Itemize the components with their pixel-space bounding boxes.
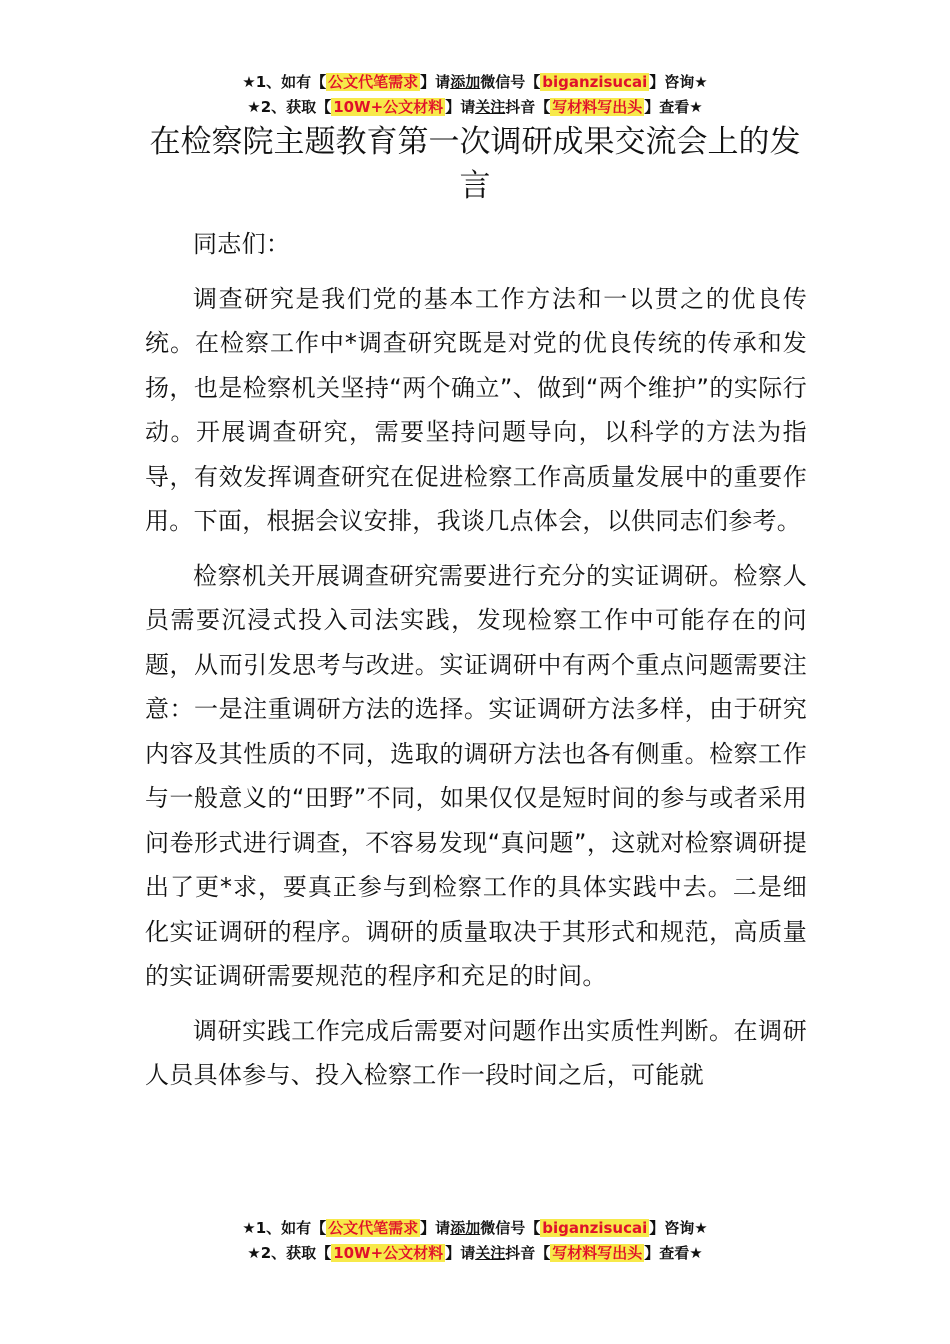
highlight-wechat-id: biganzisucai xyxy=(542,73,648,91)
banner-line-1: ★1、如有【 公文代笔需求 】请添加微信号【 biganzisucai 】咨询★ xyxy=(242,73,708,91)
document-body xyxy=(145,222,807,1108)
paragraph-3: 调研实践工作完成后需要对问题作出实质性判断。在调研人员具体参与、投入检察工作一段时间之后，可能就 xyxy=(145,1016,807,1089)
highlight-materials: 10W+公文材料 xyxy=(333,1244,444,1262)
paragraph-2: 检察机关开展调查研究需要进行充分的实证调研。检察人员需要沉浸式投入司法实践，发现检察工作中可能存在的问题，从而引发思考与改进。实证调研中有两个重点问题需要注意：一是注重调研方法的选择。实证调研方法多样，由于研究内容及其性质的不同，选取的调研方法也各有侧重。检察工作与一般意义的“田野”不同，如果仅仅是短时间的参与或者采用问卷形式进行调查，不容易发现“真问题”，这就对检察调研提出了更*求，要真正参与到检察工作的具体实践中去。二是细化实证调研的程序。调研的质量取决于其形式和规范，高质量的实证调研需要规范的程序和充足的时间。 xyxy=(145,561,807,990)
header-banner xyxy=(0,70,950,120)
greeting: 同志们： xyxy=(193,230,291,258)
document-title: 在检察院主题教育第一次调研成果交流会上的发言 xyxy=(149,124,801,204)
highlight-wechat-id: biganzisucai xyxy=(542,1219,648,1237)
highlight-service: 公文代笔需求 xyxy=(328,73,419,91)
footer-line-2: ★2、获取【 10W+公文材料 】请关注抖音【 写材料写出头 】查看★ xyxy=(247,1244,703,1262)
highlight-service: 公文代笔需求 xyxy=(328,1219,419,1237)
banner-line-2: ★2、获取【 10W+公文材料 】请关注抖音【 写材料写出头 】查看★ xyxy=(247,98,703,116)
paragraph-1: 调查研究是我们党的基本工作方法和一以贯之的优良传统。在检察工作中*调查研究既是对党的优良传统的传承和发扬，也是检察机关坚持“两个确立”、做到“两个维护”的实际行动。开展调查研究，需要坚持问题导向，以科学的方法为指导，有效发挥调查研究在促进检察工作高质量发展中的重要作用。下面，根据会议安排，我谈几点体会，以供同志们参考。 xyxy=(145,284,807,535)
footer-line-1: ★1、如有【 公文代笔需求 】请添加微信号【 biganzisucai 】咨询★ xyxy=(242,1219,708,1237)
highlight-materials: 10W+公文材料 xyxy=(333,98,444,116)
footer-banner xyxy=(0,1216,950,1266)
highlight-douyin: 写材料写出头 xyxy=(552,1244,643,1262)
highlight-douyin: 写材料写出头 xyxy=(552,98,643,116)
